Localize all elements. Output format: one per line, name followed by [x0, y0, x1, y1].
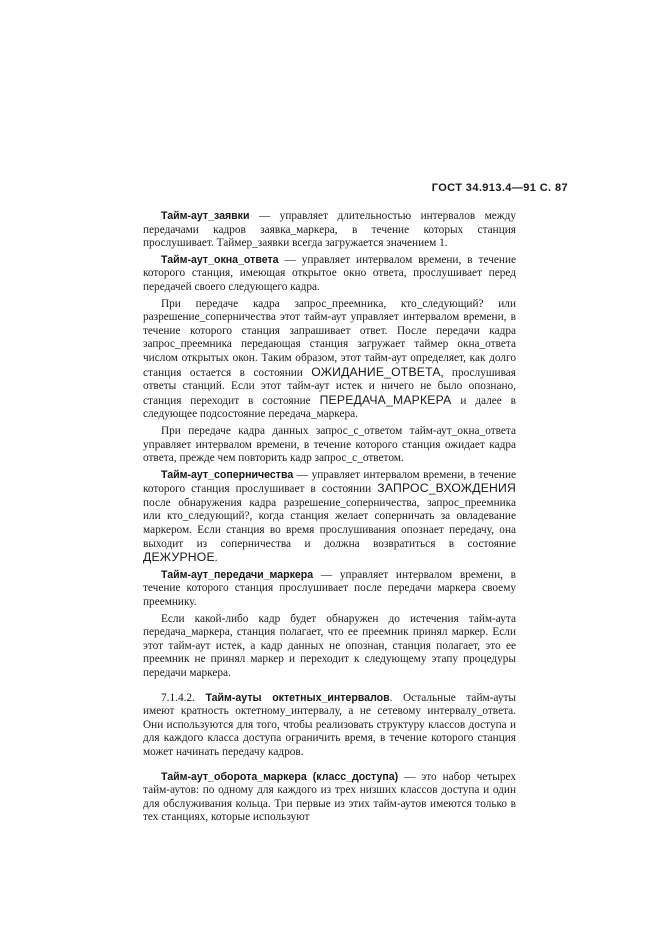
paragraph-successor-request	[143, 298, 516, 422]
term-token-rotation-timeout: Тайм-аут_оборота_маркера (класс_доступа)	[161, 770, 399, 783]
document-body	[143, 210, 516, 828]
paragraph-data-frame-request: При передаче кадра данных запрос_с_ответом тайм-аут_окна_ответа управляет интервалом времени, в течение которого станция ожидает кадра ответа, прежде чем повторить кадр запрос_с_ответом.	[143, 424, 516, 465]
paragraph-text: после обнаружения кадра разрешение_соперничества, запрос_преемника или кто_следующий?, когда станция желает соперничать за овладевание маркером. Если станция во время прослушивания опознает передачу, она выходит из соперничества и должна возвратиться в состояние	[143, 496, 516, 550]
term-octet-timeouts: Тайм-ауты октетных_интервалов	[205, 691, 390, 704]
spacer	[143, 684, 516, 692]
paragraph-contention-timeout	[143, 469, 516, 566]
paragraph-text: . Остальные тайм-ауты имеют кратность октетному_интервалу, а не сетевому интервалу_ответа. Они используются для того, чтобы реализовать структуру классов доступа и для каждого класса доступа ограничить время, в течение которого станция может начинать передачу кадров.	[143, 691, 517, 758]
paragraph-text: .	[214, 552, 218, 565]
term-claim-timeout: Тайм-аут_заявки	[161, 210, 250, 222]
term-token-pass-timeout: Тайм-аут_передачи_маркера	[161, 568, 314, 581]
state-token-pass: ПЕРЕДАЧА_МАРКЕРА	[319, 392, 452, 407]
term-response-window-timeout: Тайм-аут_окна_ответа	[161, 253, 279, 266]
page-header: ГОСТ 34.913.4—91 С. 87	[431, 182, 568, 194]
paragraph-token-rotation-timeout	[143, 771, 516, 825]
paragraph-text: — управляет интервалом времени, в течение которого станция, имеющая открытое окно ответа, прослушивает перед передачей своего следующего кадра.	[143, 253, 516, 293]
state-idle: ДЕЖУРНОЕ	[143, 550, 215, 565]
paragraph-response-window-timeout	[143, 254, 516, 295]
state-demand-in: ЗАПРОС_ВХОЖДЕНИЯ	[377, 481, 516, 496]
paragraph-octet-timeouts	[143, 692, 516, 760]
paragraph-text: — управляет интервалом времени, в течение которого станция прослушивает после передачи маркера своему преемнику.	[143, 568, 516, 609]
state-awaiting-response: ОЖИДАНИЕ_ОТВЕТА	[311, 364, 441, 379]
paragraph-text: — это набор четырех тайм-аутов: по одному для каждого из трех низших классов доступа и один для обслуживания кольца. Три первые из этих тайм-аутов имеются только в тех станциях, которые используют	[143, 770, 516, 824]
section-number: 7.1.4.2.	[161, 691, 206, 704]
paragraph-claim-timeout	[143, 210, 516, 251]
term-contention-timeout: Тайм-аут_соперничества	[161, 468, 294, 481]
paragraph-text: и далее в следующее подсостояние передача_маркера.	[143, 394, 516, 421]
paragraph-text: — управляет интервалом времени, в течение которого станция прослушивает в состоянии	[143, 468, 516, 496]
paragraph-text: , прослушивая ответы станций. Если этот тайм-аут истек и ничего не было опознано, станция переходит в состояние	[143, 366, 516, 407]
paragraph-token-pass-timeout	[143, 569, 516, 610]
paragraph-text: — управляет длительностью интервалов между передачами кадров заявка_маркера, в течение которых станция прослушивает. Таймер_заявки всегда загружается значением 1.	[143, 210, 516, 250]
spacer	[143, 763, 516, 771]
paragraph-text: При передаче кадра запрос_преемника, кто_следующий? или разрешение_соперничества этот тайм-аут управляет интервалом времени, в течение которого станция запрашивает ответ. После передачи кадра запрос_преемника передающая станция загружает таймер окна_ответа числом открытых окон. Таким образом, этот тайм-аут определяет, как долго станция остается в состоянии	[143, 297, 516, 379]
paragraph-frame-detected: Если какой-либо кадр будет обнаружен до истечения тайм-аута передача_маркера, станция полагает, что ее преемник принял маркер. Если этот тайм-аут истек, а кадр данных не опознан, станция полагает, это ее преемник не принял маркер и переходит к следующему этапу процедуры передачи маркера.	[143, 612, 516, 679]
